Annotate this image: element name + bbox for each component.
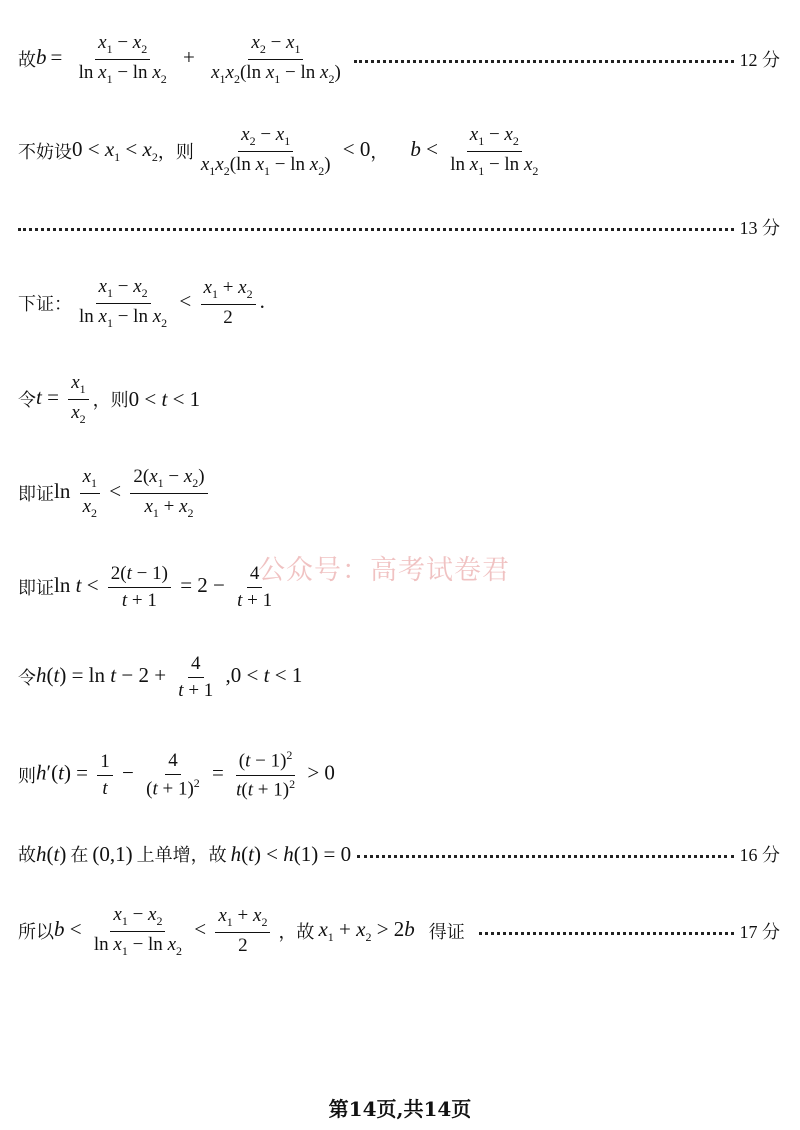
page-footer: 第14页,共14页	[328, 1097, 472, 1121]
math-expression: h(t)	[36, 841, 67, 866]
line-prefix: 令	[18, 668, 36, 689]
score-label: 13 分	[739, 218, 780, 238]
math-expression: $0 < x_1 < x_2$	[72, 136, 158, 165]
line-prefix: 所以	[18, 922, 54, 943]
math-expression: $\frac{x_1 - x_2}{\ln x_1 - \ln x_2}$ < $\frac{x_1 + x_2}{2}$ .	[79, 275, 265, 330]
line-text: 得证	[428, 922, 465, 943]
math-expression: (0,1)	[92, 841, 133, 866]
line-connector: ，则	[92, 390, 129, 411]
formula-line-5	[18, 368, 780, 430]
dotted-leader	[479, 932, 734, 935]
line-text: ，故	[278, 922, 315, 943]
math-expression: 0 < t < 1	[128, 386, 201, 411]
math-expression: b < $\frac{x_1 - x_2}{\ln x_1 - \ln x_2}$ < $\frac{x_1 + x_2}{2}$	[54, 904, 274, 958]
formula-line-2	[18, 120, 780, 182]
math-expression: b < $\frac{x_1 - x_2}{\ln x_1 - \ln x_2}$	[410, 123, 539, 178]
math-expression: $x_1 + x_2 > 2b$	[318, 916, 415, 945]
line-text: 在	[70, 845, 89, 866]
line-prefix: 故	[18, 50, 36, 71]
dotted-leader	[18, 228, 734, 231]
formula-line-6	[18, 462, 780, 524]
score-label: 16 分	[739, 845, 780, 865]
line-text: 上单增，故	[136, 845, 227, 866]
watermark: 公众号：高考试卷君	[258, 555, 510, 586]
line-prefix: 令	[18, 390, 36, 411]
line-prefix: 即证	[18, 578, 54, 599]
line-prefix: 故	[18, 845, 36, 866]
line-connector: ，则	[157, 142, 194, 163]
line-prefix: 下证：	[18, 294, 72, 315]
line-prefix: 即证	[18, 484, 54, 505]
formula-line-8	[18, 646, 780, 708]
formula-line-1	[18, 28, 780, 90]
math-expression: ln t < $\frac{2(t - 1)}{t + 1}$ = 2 − $\frac{4}{t + 1}$	[54, 562, 273, 611]
formula-line-11	[18, 900, 780, 962]
math-expression: h(t) = ln t − 2 + $\frac{4}{t + 1}$ ,0 < t < 1	[36, 652, 303, 701]
line-comma: ，	[370, 142, 389, 163]
score-line-13	[18, 212, 780, 242]
formula-line-4	[18, 272, 780, 334]
math-expression: $\frac{x_2 - x_1}{x_1x_2(\ln x_1 - \ln x_2)}$ < 0	[200, 123, 371, 178]
line-prefix: 不妨设	[18, 142, 72, 163]
math-expression: ln $\frac{x_1}{x_2}$ < $\frac{2(x_1 - x_2)}{x_1 + x_2}$	[54, 466, 212, 520]
math-expression: b = $\frac{x_1 - x_2}{\ln x_1 - \ln x_2}$ + $\frac{x_2 - x_1}{x_1x_2(\ln x_1 - \ln x_2)}$	[36, 31, 341, 86]
formula-line-10	[18, 838, 780, 870]
line-prefix: 则	[18, 766, 36, 787]
dotted-leader	[354, 60, 734, 63]
math-expression: h(t) < h(1) = 0	[230, 841, 352, 866]
score-label: 17 分	[739, 922, 780, 942]
score-label: 12 分	[739, 50, 780, 70]
math-expression: t = $\frac{x_1}{x_2}$	[36, 372, 93, 426]
formula-line-9	[18, 742, 780, 808]
math-expression: h′(t) = $\frac{1}{t}$ − $\frac{4}{(t + 1)^2}$ = $\frac{(t - 1)^2}{t(t + 1)^2}$ > 0	[36, 748, 335, 800]
dotted-leader	[357, 855, 733, 858]
